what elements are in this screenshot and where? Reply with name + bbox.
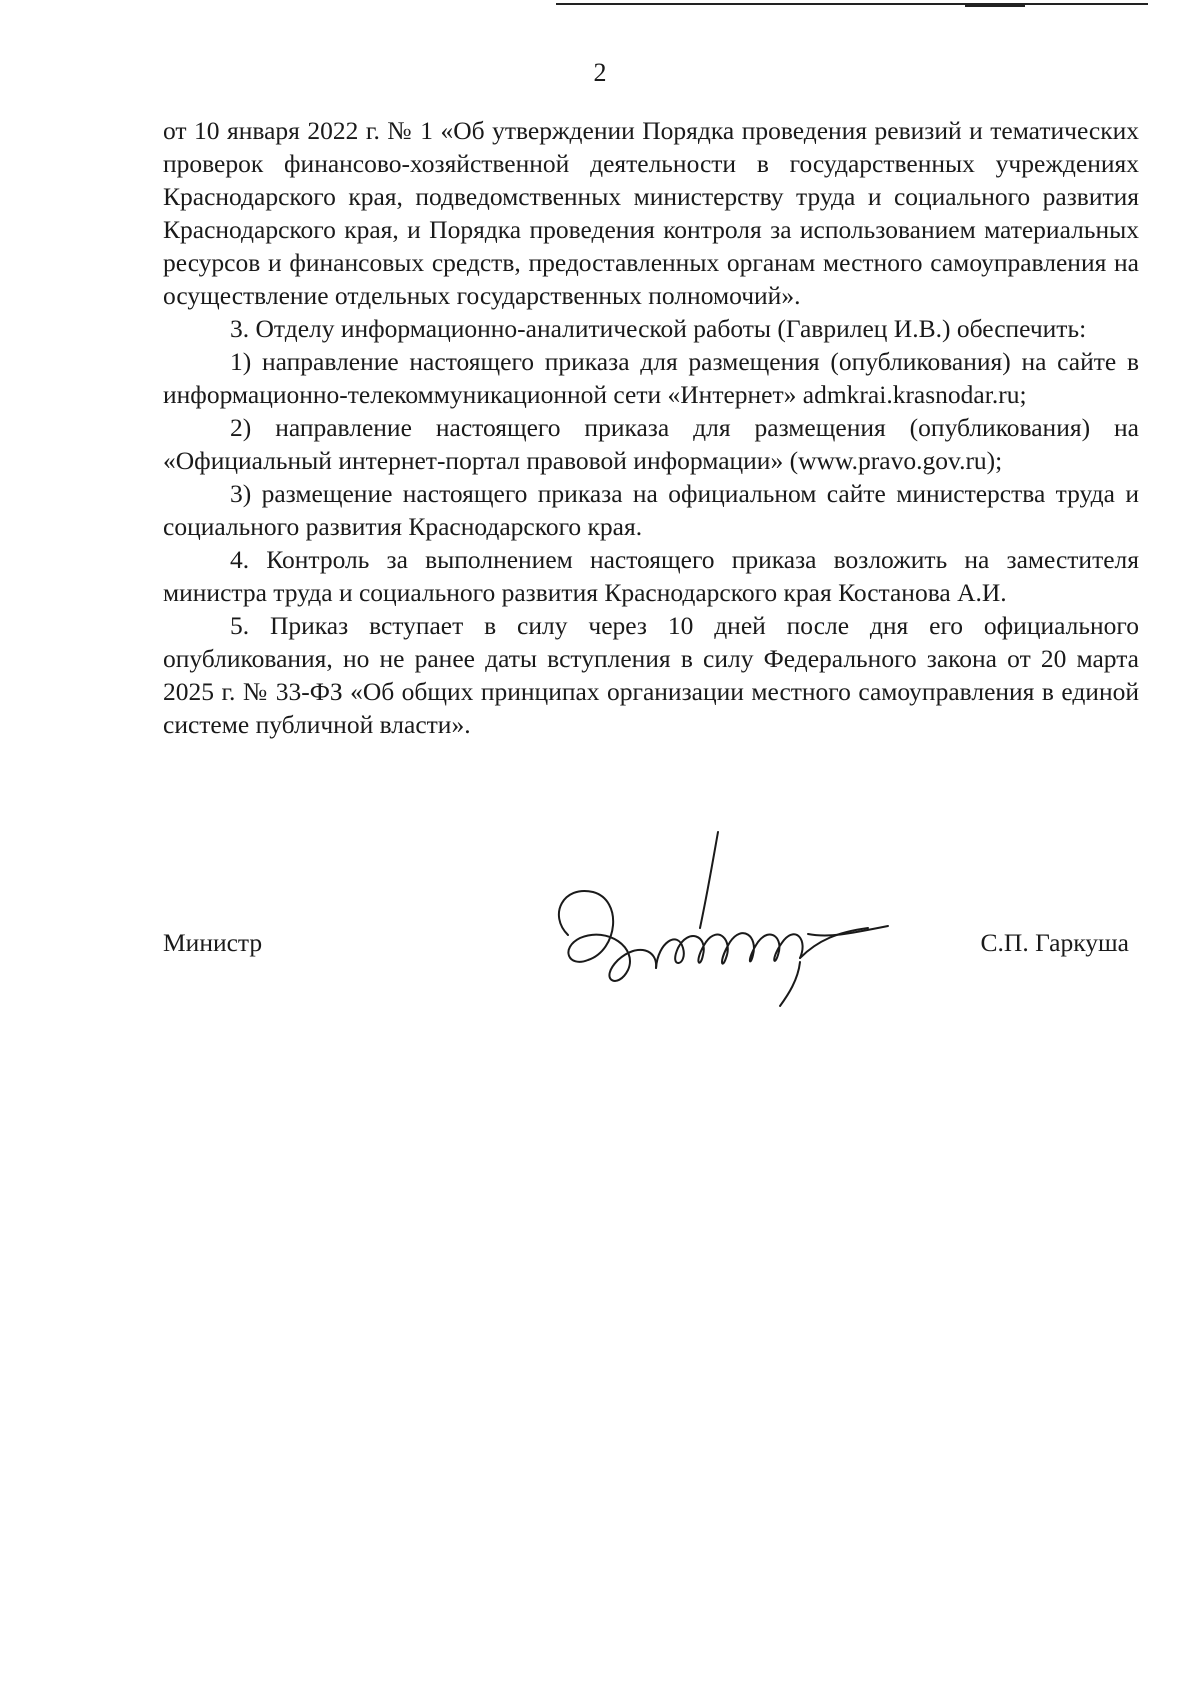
document-body bbox=[163, 114, 1139, 741]
paragraph-subitem-1: 1) направление настоящего приказа для размещения (опубликования) на сайте в информационно-телекоммуникационной сети «Интернет» admkrai.krasnodar.ru; bbox=[163, 347, 1139, 409]
paragraph-item-5: 5. Приказ вступает в силу через 10 дней после дня его официального опубликования, но не ранее даты вступления в силу Федерального закона от 20 марта 2025 г. № 33-ФЗ «Об общих принципах организации местного самоуправления в единой системе публичной власти». bbox=[163, 611, 1139, 739]
paragraph-item-3: 3. Отделу информационно-аналитической работы (Гаврилец И.В.) обеспечить: bbox=[230, 314, 1087, 343]
signer-name: С.П. Гаркуша bbox=[980, 928, 1129, 957]
page-number: 2 bbox=[593, 58, 607, 87]
paragraph-item-4: 4. Контроль за выполнением настоящего приказа возложить на заместителя министра труда и социального развития Краснодарского края Костанова А.И. bbox=[163, 545, 1139, 607]
handwritten-signature bbox=[508, 830, 958, 1010]
top-rule-accent bbox=[965, 3, 1025, 7]
paragraph-subitem-2: 2) направление настоящего приказа для размещения (опубликования) на «Официальный интернет-портал правовой информации» (www.pravo.gov.ru); bbox=[163, 413, 1139, 475]
paragraph-subitem-3: 3) размещение настоящего приказа на официальном сайте министерства труда и социального развития Краснодарского края. bbox=[163, 479, 1139, 541]
signature-block bbox=[163, 880, 1139, 1000]
paragraph-continuation: от 10 января 2022 г. № 1 «Об утверждении Порядка проведения ревизий и тематических проверок финансово-хозяйственной деятельности в государственных учреждениях Краснодарского края, подведомственных министерству труда и социального развития Краснодарского края, и Порядка проведения контроля за использованием материальных ресурсов и финансовых средств, предоставленных органам местного самоуправления на осуществление отдельных государственных полномочий». bbox=[163, 116, 1139, 310]
signer-position: Министр bbox=[163, 928, 263, 957]
top-rule bbox=[556, 3, 1148, 5]
